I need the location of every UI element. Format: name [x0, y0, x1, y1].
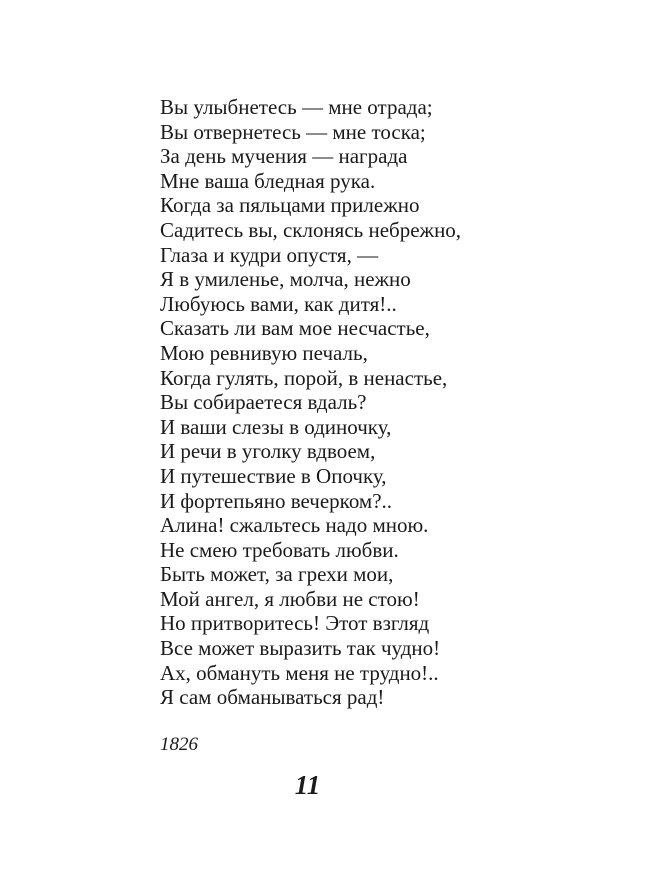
poem-line: Не смею требовать любви.: [160, 537, 399, 562]
poem-line: И путешествие в Опочку,: [160, 463, 387, 488]
poem-line: За день мучения — награда: [160, 144, 408, 169]
page-number: 11: [294, 770, 321, 800]
poem-line: Алина! сжальтесь надо мною.: [160, 513, 429, 538]
poem-line: Садитесь вы, склонясь небрежно,: [160, 217, 462, 242]
poem-text: [160, 95, 461, 710]
poem-line: Мне ваша бледная рука.: [160, 168, 376, 193]
poem-line: Вы улыбнетесь — мне отрада;: [160, 95, 433, 119]
poem-line: Вы собираетеся вдаль?: [160, 390, 367, 415]
poem-line: И ваши слезы в одиночку,: [160, 414, 392, 439]
poem-line: И речи в уголку вдвоем,: [160, 439, 376, 464]
poem-line: Быть может, за грехи мои,: [160, 562, 394, 587]
poem-year: 1826: [160, 734, 198, 755]
poem-line: Когда за пяльцами прилежно: [160, 193, 420, 218]
poem-line: Ах, обмануть меня не трудно!..: [160, 660, 439, 685]
poem-line: Мой ангел, я любви не стою!: [160, 586, 420, 611]
poem-line: Когда гулять, порой, в ненастье,: [160, 365, 448, 390]
poem-line: Все может выразить так чудно!: [160, 636, 441, 661]
poem-line: Я сам обманываться рад!: [160, 685, 385, 710]
poem-line: Вы отвернетесь — мне тоска;: [160, 119, 426, 144]
poem-line: Но притворитесь! Этот взгляд: [160, 611, 430, 636]
poem-line: Глаза и кудри опустя, —: [160, 242, 379, 267]
poem-line: Мою ревнивую печаль,: [160, 340, 368, 365]
poem-line: Любуюсь вами, как дитя!..: [160, 291, 397, 316]
poem-line: Я в умиленье, молча, нежно: [160, 267, 411, 292]
poem-line: Сказать ли вам мое несчастье,: [160, 316, 430, 341]
poem-line: И фортепьяно вечерком?..: [160, 488, 393, 513]
